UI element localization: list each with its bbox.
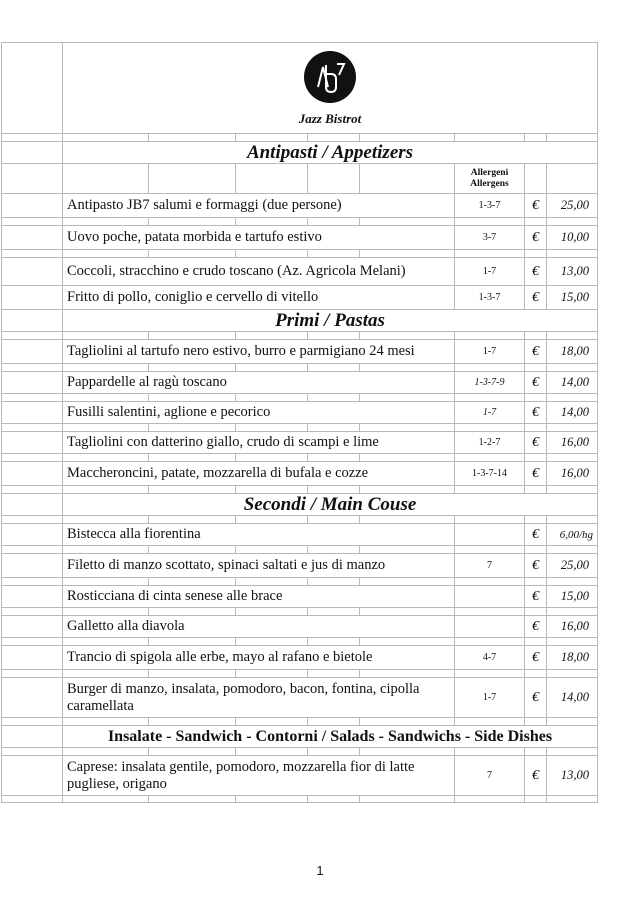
currency: € — [524, 372, 546, 393]
price: 16,00 — [546, 432, 597, 453]
dish-name: Pappardelle al ragù toscano — [62, 372, 454, 393]
allergens — [454, 616, 524, 637]
dish-name: Bistecca alla fiorentina — [62, 524, 454, 545]
currency: € — [524, 432, 546, 453]
allergens: 1-3-7-9 — [454, 372, 524, 393]
section-title: Secondi / Main Couse — [62, 494, 597, 515]
allergens: 1-2-7 — [454, 432, 524, 453]
menu-item — [2, 585, 597, 607]
price: 13,00 — [546, 258, 597, 285]
allergens: 1-7 — [454, 340, 524, 363]
section-row — [2, 493, 597, 515]
menu-item — [2, 615, 597, 637]
section-row — [2, 309, 597, 331]
currency: € — [524, 756, 546, 795]
menu-item — [2, 257, 597, 285]
allergens: 3-7 — [454, 226, 524, 249]
jb7-logo-icon — [304, 51, 356, 103]
menu-item — [2, 553, 597, 577]
menu-item — [2, 401, 597, 423]
menu-table — [1, 42, 598, 803]
currency: € — [524, 646, 546, 669]
menu-item — [2, 193, 597, 217]
allergens: 7 — [454, 554, 524, 577]
dish-name: Rosticciana di cinta senese alle brace — [62, 586, 454, 607]
price: 16,00 — [546, 462, 597, 485]
currency: € — [524, 286, 546, 309]
allergens — [454, 524, 524, 545]
dish-name: Fritto di pollo, coniglio e cervello di vitello — [62, 286, 454, 309]
header-row — [2, 42, 597, 133]
section-title: Antipasti / Appetizers — [62, 142, 597, 163]
currency: € — [524, 402, 546, 423]
allergens: 1-3-7-14 — [454, 462, 524, 485]
price: 14,00 — [546, 372, 597, 393]
dish-name: Tagliolini al tartufo nero estivo, burro e parmigiano 24 mesi — [62, 340, 454, 363]
dish-name: Tagliolini con datterino giallo, crudo di scampi e lime — [62, 432, 454, 453]
price: 16,00 — [546, 616, 597, 637]
currency: € — [524, 554, 546, 577]
price: 6,00/hg — [546, 524, 597, 545]
currency: € — [524, 194, 546, 217]
price: 15,00 — [546, 286, 597, 309]
dish-name: Maccheroncini, patate, mozzarella di bufala e cozze — [62, 462, 454, 485]
menu-item — [2, 339, 597, 363]
dish-name: Antipasto JB7 salumi e formaggi (due persone) — [62, 194, 454, 217]
page-number: 1 — [316, 863, 324, 878]
price: 14,00 — [546, 402, 597, 423]
allergens — [454, 586, 524, 607]
price: 18,00 — [546, 646, 597, 669]
currency: € — [524, 226, 546, 249]
currency: € — [524, 616, 546, 637]
menu-item — [2, 755, 597, 795]
dish-name: Fusilli salentini, aglione e pecorico — [62, 402, 454, 423]
allergens: 1-3-7 — [454, 194, 524, 217]
menu-item — [2, 461, 597, 485]
allergens: 1-3-7 — [454, 286, 524, 309]
currency: € — [524, 678, 546, 717]
allergens: 1-7 — [454, 402, 524, 423]
dish-name: Caprese: insalata gentile, pomodoro, mozzarella fior di latte pugliese, origano — [62, 756, 454, 795]
allergens: 7 — [454, 756, 524, 795]
section-title: Insalate - Sandwich - Contorni / Salads - Sandwichs - Side Dishes — [62, 726, 597, 747]
dish-name: Uovo poche, patata morbida e tartufo estivo — [62, 226, 454, 249]
price: 15,00 — [546, 586, 597, 607]
dish-name: Filetto di manzo scottato, spinaci saltati e jus di manzo — [62, 554, 454, 577]
price: 25,00 — [546, 194, 597, 217]
brand-block — [62, 43, 597, 133]
section-title: Primi / Pastas — [62, 310, 597, 331]
allergens-header: Allergeni Allergens — [454, 164, 524, 193]
price: 13,00 — [546, 756, 597, 795]
dish-name: Trancio di spigola alle erbe, mayo al rafano e bietole — [62, 646, 454, 669]
price: 14,00 — [546, 678, 597, 717]
menu-item — [2, 677, 597, 717]
brand-name: Jazz Bistrot — [298, 111, 362, 126]
column-header-row — [2, 163, 597, 193]
currency: € — [524, 524, 546, 545]
section-row — [2, 141, 597, 163]
price: 25,00 — [546, 554, 597, 577]
menu-item — [2, 523, 597, 545]
dish-name: Galletto alla diavola — [62, 616, 454, 637]
allergens: 1-7 — [454, 678, 524, 717]
allergens: 4-7 — [454, 646, 524, 669]
menu-item — [2, 225, 597, 249]
price: 10,00 — [546, 226, 597, 249]
allergens: 1-7 — [454, 258, 524, 285]
menu-item — [2, 371, 597, 393]
currency: € — [524, 586, 546, 607]
dish-name: Coccoli, stracchino e crudo toscano (Az. Agricola Melani) — [62, 258, 454, 285]
currency: € — [524, 258, 546, 285]
currency: € — [524, 462, 546, 485]
price: 18,00 — [546, 340, 597, 363]
menu-item — [2, 431, 597, 453]
dish-name: Burger di manzo, insalata, pomodoro, bacon, fontina, cipolla caramellata — [62, 678, 454, 717]
menu-item — [2, 645, 597, 669]
menu-item — [2, 285, 597, 309]
section-row — [2, 725, 597, 747]
currency: € — [524, 340, 546, 363]
